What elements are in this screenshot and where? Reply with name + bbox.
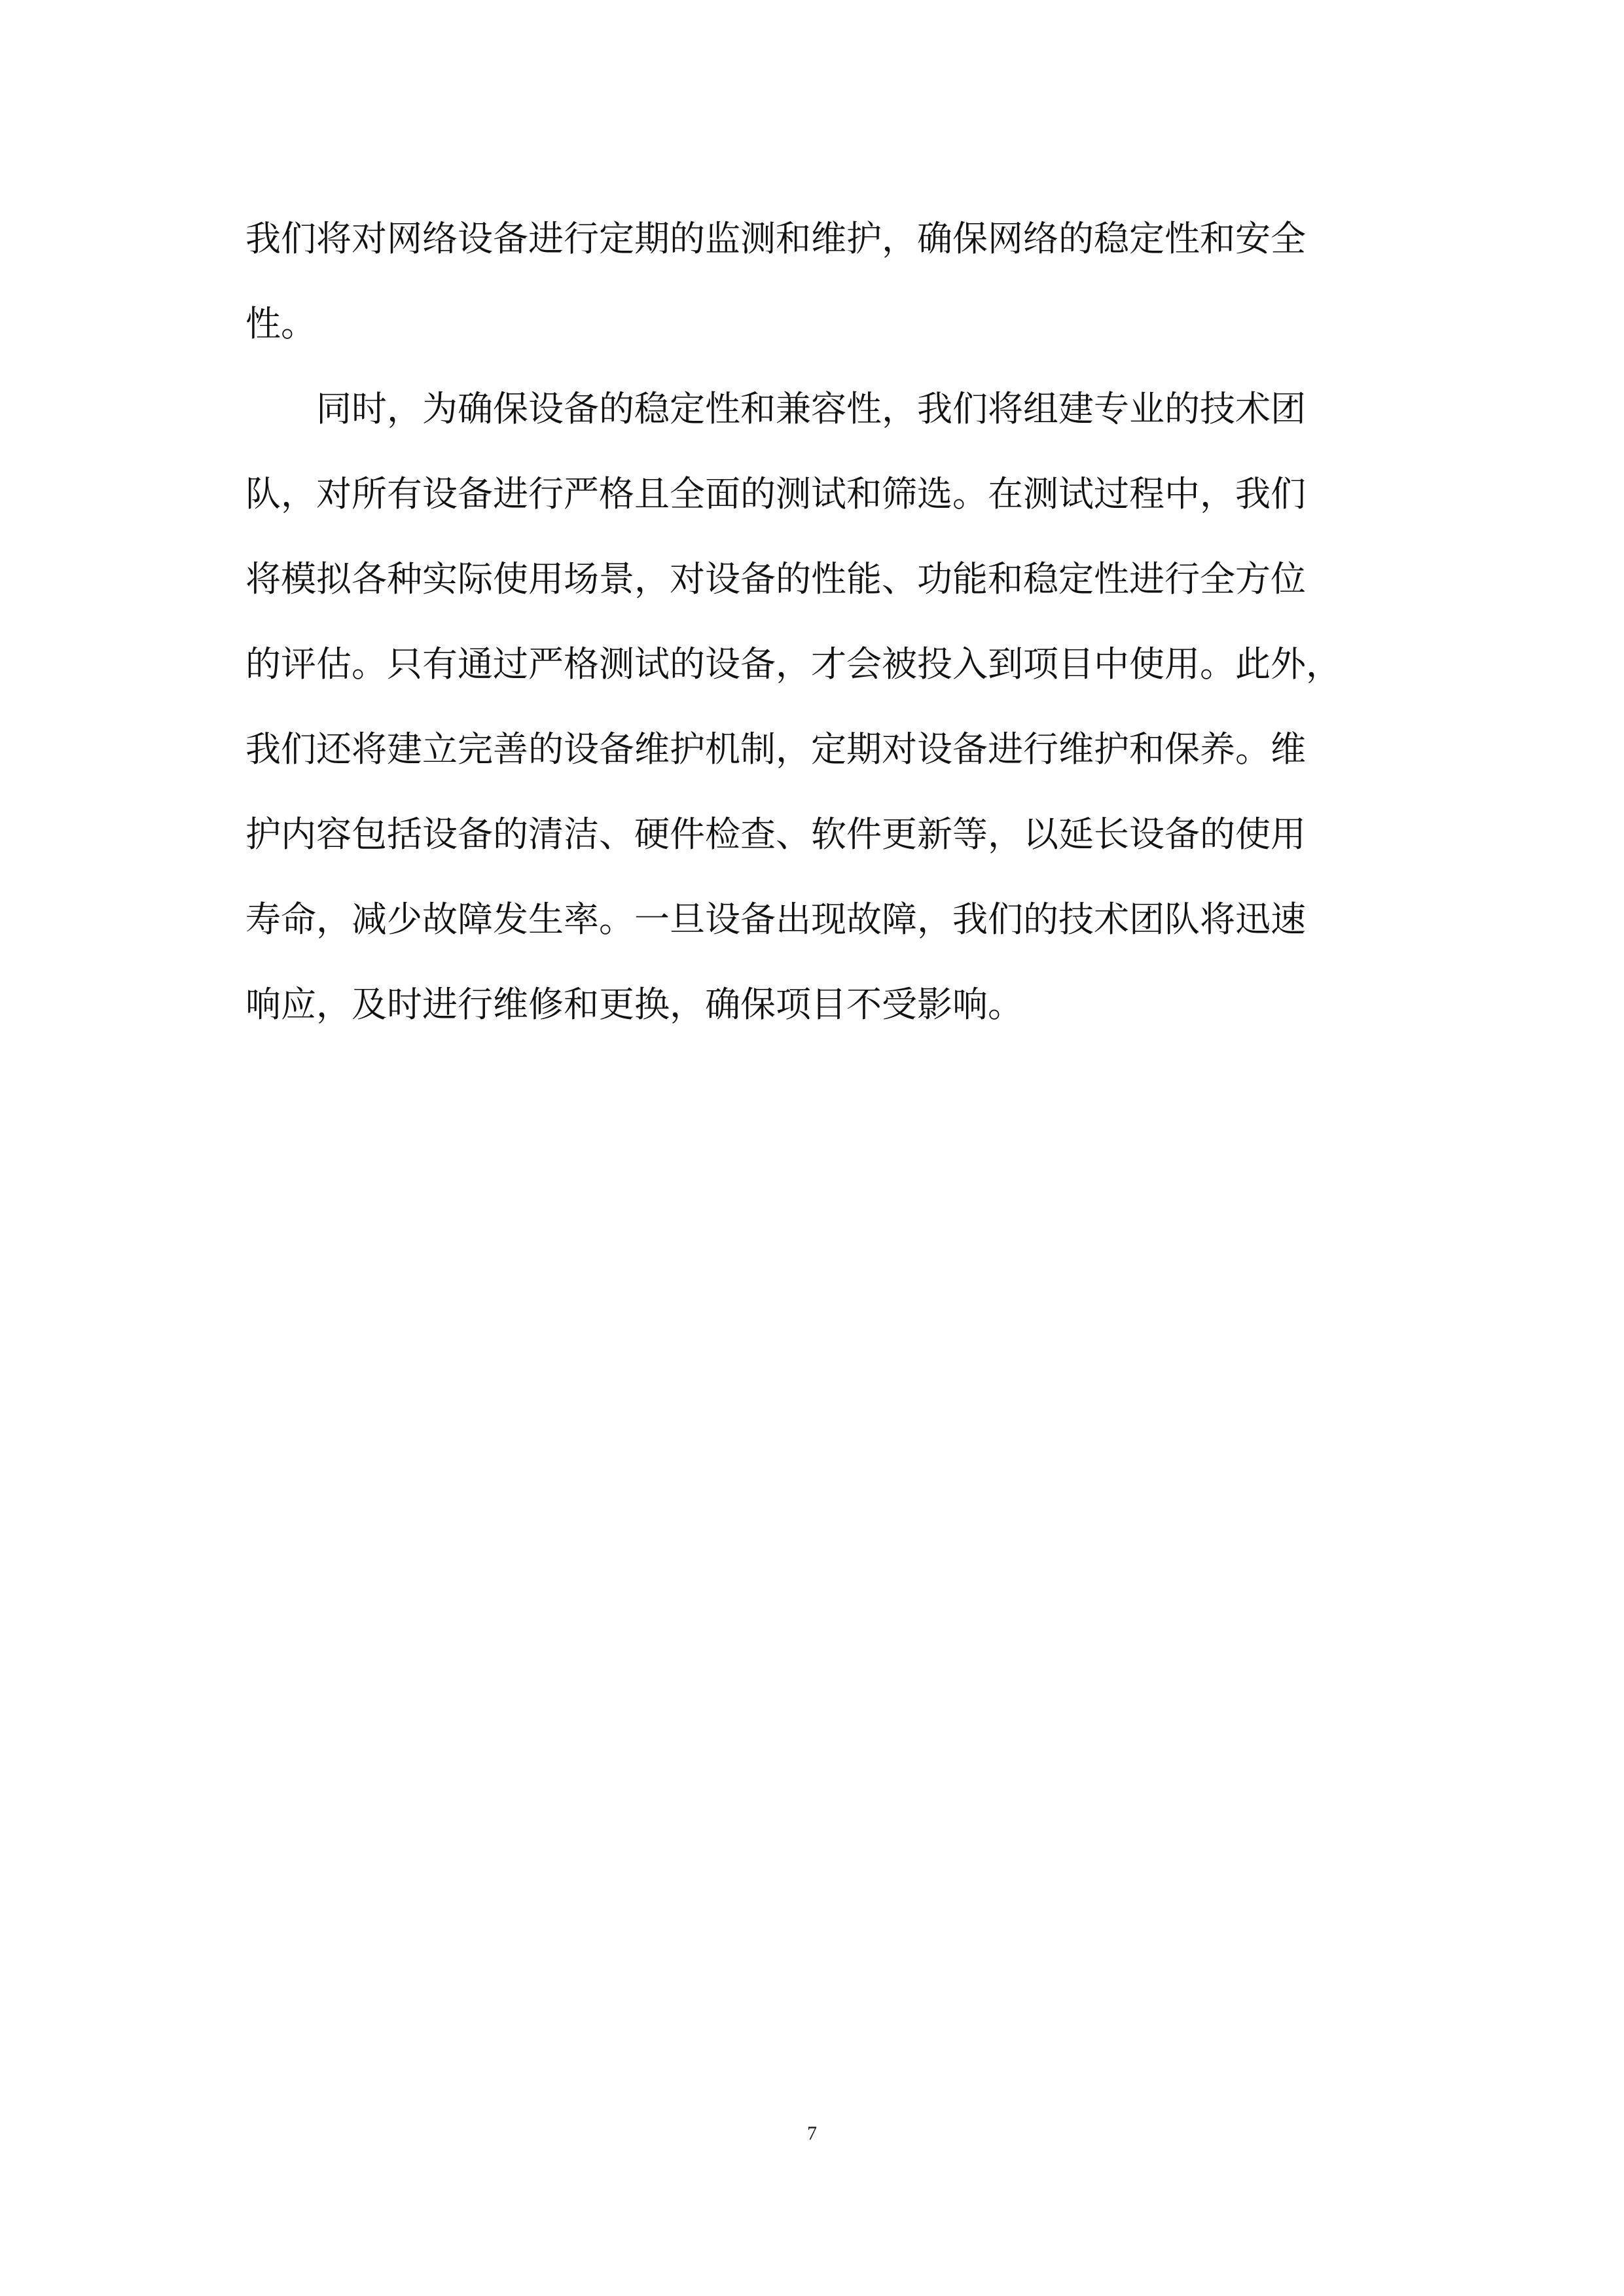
page-number: 7 xyxy=(807,2123,817,2144)
text-line: 我们将对网络设备进行定期的监测和维护，确保网络的稳定性和安全 xyxy=(245,218,1306,259)
text-line: 响应，及时进行维修和更换，确保项目不受影响。 xyxy=(245,984,1023,1025)
text-line: 队，对所有设备进行严格且全面的测试和筛选。在测试过程中，我们 xyxy=(245,473,1306,514)
text-line: 护内容包括设备的清洁、硬件检查、软件更新等，以延长设备的使用 xyxy=(245,814,1306,855)
text-line: 同时，为确保设备的稳定性和兼容性，我们将组建专业的技术团 xyxy=(245,388,1306,429)
body-text xyxy=(245,196,1388,1047)
text-line: 性。 xyxy=(245,303,316,344)
text-line: 的评估。只有通过严格测试的设备，才会被投入到项目中使用。此外， xyxy=(245,643,1341,685)
text-line: 将模拟各种实际使用场景，对设备的性能、功能和稳定性进行全方位 xyxy=(245,558,1306,600)
text-line: 我们还将建立完善的设备维护机制，定期对设备进行维护和保养。维 xyxy=(245,728,1306,770)
text-line: 寿命，减少故障发生率。一旦设备出现故障，我们的技术团队将迅速 xyxy=(245,899,1306,940)
